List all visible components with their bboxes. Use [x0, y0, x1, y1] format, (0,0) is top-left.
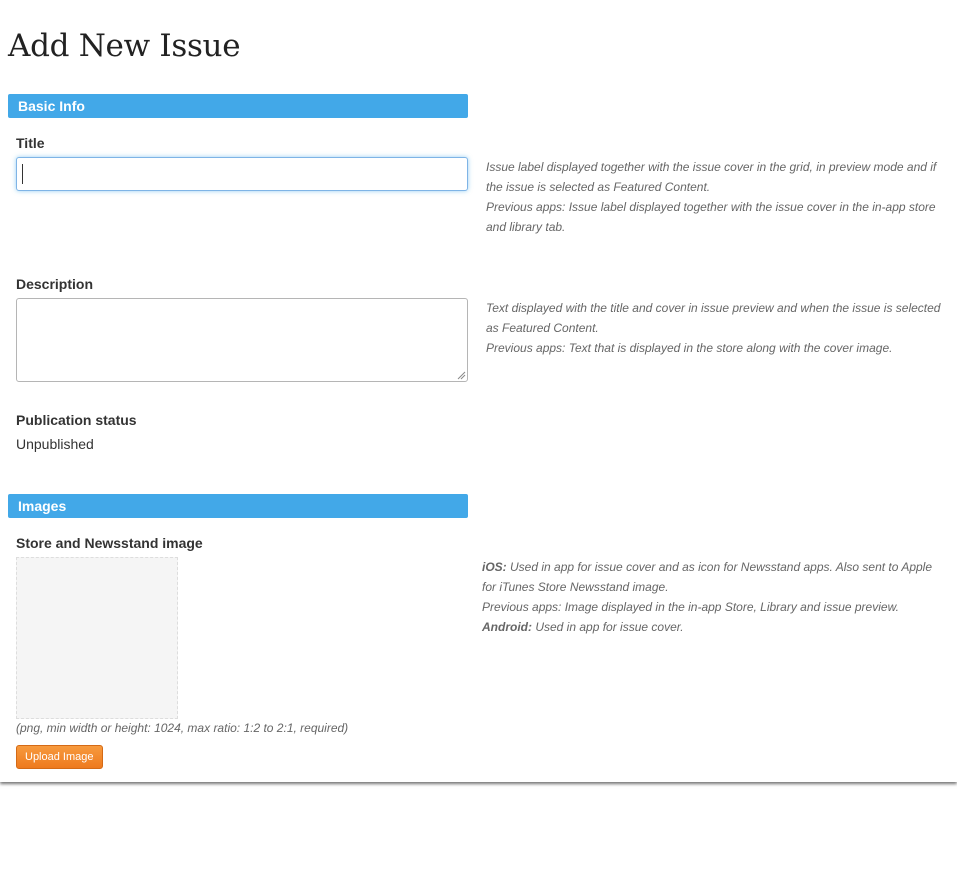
page-title: Add New Issue	[8, 28, 241, 64]
ios-text: Used in app for issue cover and as icon for Newsstand apps. Also sent to Apple for iTunes Store Newsstand image.	[482, 560, 933, 594]
store-image-help-android	[482, 617, 948, 637]
upload-image-button[interactable]: Upload Image	[16, 745, 103, 769]
ios-label: iOS:	[482, 560, 507, 574]
store-image-placeholder[interactable]	[16, 557, 178, 719]
images-header: Images	[8, 494, 468, 518]
store-image-help-ios	[482, 557, 948, 597]
publication-status-label: Publication status	[16, 412, 137, 428]
text-caret	[22, 164, 23, 184]
basic-info-header: Basic Info	[8, 94, 468, 118]
title-input[interactable]	[16, 157, 468, 191]
description-help-line: Text displayed with the title and cover in issue preview and when the issue is selected as Featured Content.	[486, 301, 941, 335]
title-help	[486, 157, 948, 237]
image-requirements-hint: (png, min width or height: 1024, max ratio: 1:2 to 2:1, required)	[16, 721, 349, 735]
title-help-previous: Previous apps: Issue label displayed together with the issue cover in the in-app store and library tab.	[486, 200, 936, 234]
description-label: Description	[16, 276, 94, 292]
store-image-label: Store and Newsstand image	[16, 535, 203, 551]
resize-grip-icon[interactable]	[457, 371, 466, 380]
android-label: Android:	[482, 620, 532, 634]
title-help-line: Issue label displayed together with the issue cover in the grid, in preview mode and if the issue is selected as Featured Content.	[486, 160, 937, 194]
description-help	[486, 298, 948, 358]
store-image-help	[482, 557, 948, 637]
publication-status-value: Unpublished	[16, 436, 94, 452]
description-help-previous: Previous apps: Text that is displayed in the store along with the cover image.	[486, 341, 893, 355]
title-label: Title	[16, 135, 45, 151]
store-image-help-previous: Previous apps: Image displayed in the in-app Store, Library and issue preview.	[482, 600, 899, 614]
android-text: Used in app for issue cover.	[532, 620, 684, 634]
description-textarea[interactable]	[16, 298, 468, 382]
